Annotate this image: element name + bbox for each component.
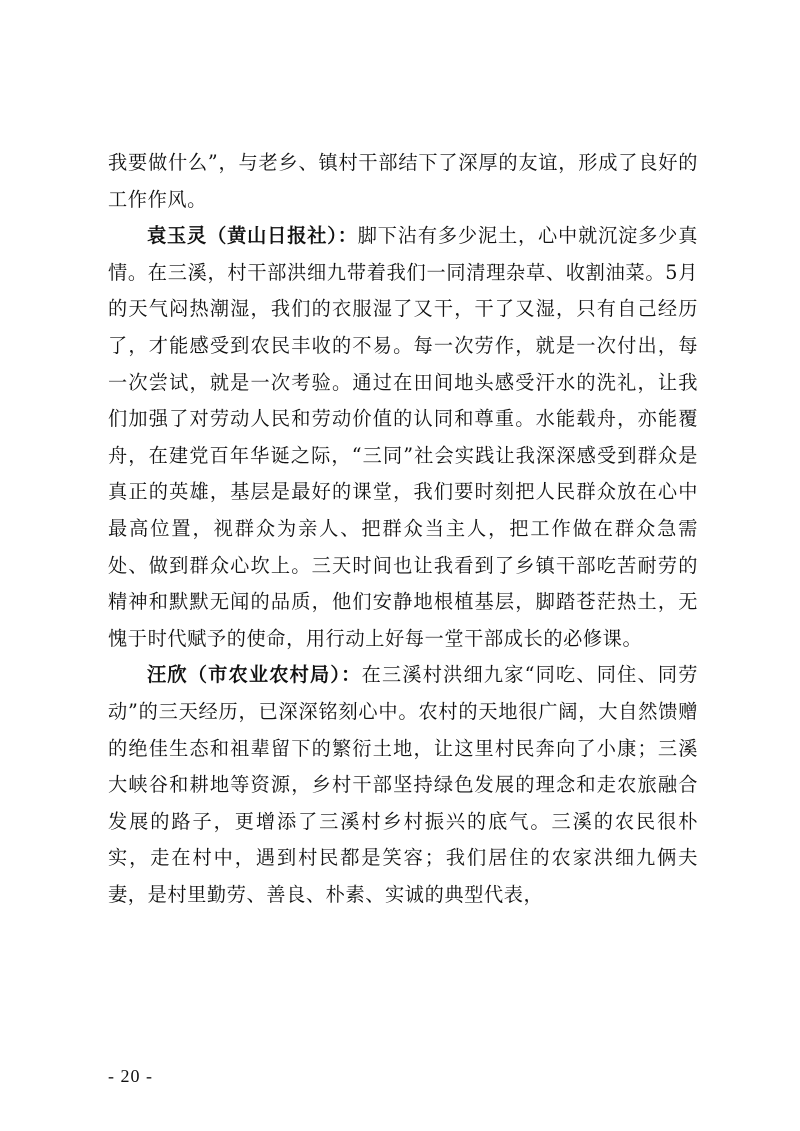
paragraph-yuan-yuling [108, 218, 698, 657]
speaker-label: 袁玉灵（黄山日报社）： [147, 224, 358, 248]
paragraph-text: 在三溪村洪细九家“同吃、同住、同劳动”的三天经历，已深深铭刻心中。农村的天地很广阔，大自然馈赠的绝佳生态和祖辈留下的繁衍土地，让这里村民奔向了小康；三溪大峡谷和耕地等资源，乡村干部坚持绿色发展的理念和走农旅融合发展的路子，更增添了三溪村乡村振兴的底气。三溪的农民很朴实，走在村中，遇到村民都是笑容；我们居住的农家洪细九俩夫妻，是村里勤劳、善良、朴素、实诚的典型代表， [108, 663, 699, 906]
page-number: - 20 - [108, 1066, 153, 1086]
paragraph-continuation [108, 145, 698, 218]
paragraph-text: 脚下沾有多少泥土，心中就沉淀多少真情。在三溪，村干部洪细九带着我们一同清理杂草、收割油菜。5月的天气闷热潮湿，我们的衣服湿了又干，干了又湿，只有自己经历了，才能感受到农民丰收的不易。每一次劳作，就是一次付出，每一次尝试，就是一次考验。通过在田间地头感受汗水的洗礼，让我们加强了对劳动人民和劳动价值的认同和尊重。水能载舟，亦能覆舟，在建党百年华诞之际，“三同”社会实践让我深深感受到群众是真正的英雄，基层是最好的课堂，我们要时刻把人民群众放在心中最高位置，视群众为亲人、把群众当主人，把工作做在群众急需处、做到群众心坎上。三天时间也让我看到了乡镇干部吃苦耐劳的精神和默默无闻的品质，他们安静地根植基层，脚踏苍茫热土，无愧于时代赋予的使命，用行动上好每一堂干部成长的必修课。 [108, 224, 699, 650]
paragraph-text: 我要做什么”，与老乡、镇村干部结下了深厚的友谊，形成了良好的工作作风。 [108, 151, 698, 211]
paragraph-wang-xin [108, 657, 698, 913]
body-text [108, 145, 698, 913]
speaker-label: 汪欣（市农业农村局）： [147, 663, 362, 687]
